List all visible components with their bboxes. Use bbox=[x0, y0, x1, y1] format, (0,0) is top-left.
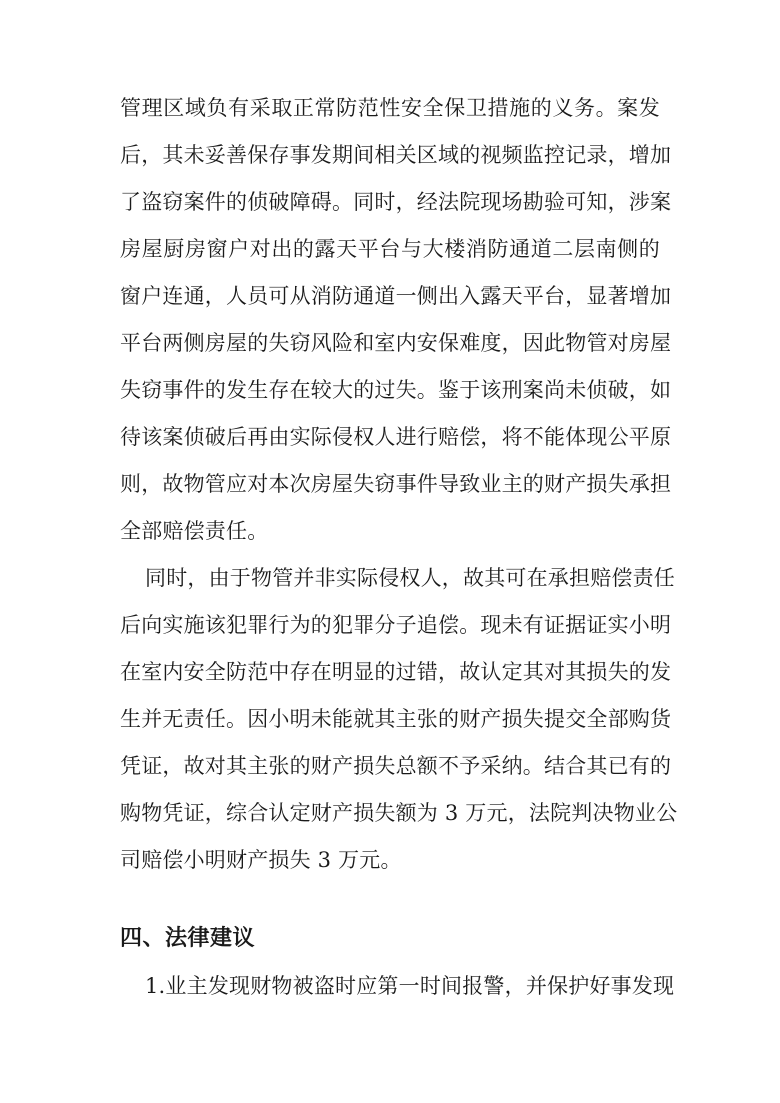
text-line: 后向实施该犯罪行为的犯罪分子追偿。现未有证据证实小明 bbox=[120, 613, 672, 637]
text-line: 房屋厨房窗户对出的露天平台与大楼消防通道二层南侧的 bbox=[120, 237, 660, 261]
text-line: 生并无责任。因小明未能就其主张的财产损失提交全部购货 bbox=[120, 707, 672, 731]
text-line: 在室内安全防范中存在明显的过错，故认定其对其损失的发 bbox=[120, 660, 672, 684]
text-line: 则，故物管应对本次房屋失窃事件导致业主的财产损失承担 bbox=[120, 472, 672, 496]
text-line: 凭证，故对其主张的财产损失总额不予采纳。结合其已有的 bbox=[120, 754, 672, 778]
text-line: 1.业主发现财物被盗时应第一时间报警，并保护好事发现 bbox=[145, 974, 675, 998]
text-line: 平台两侧房屋的失窃风险和室内安保难度，因此物管对房屋 bbox=[120, 331, 672, 355]
text-line: 全部赔偿责任。 bbox=[120, 519, 269, 543]
text-line: 购物凭证，综合认定财产损失额为 3 万元，法院判决物业公 bbox=[120, 801, 678, 825]
text-line: 管理区域负有采取正常防范性安全保卫措施的义务。案发 bbox=[120, 96, 660, 120]
text-line: 失窃事件的发生存在较大的过失。鉴于该刑案尚未侦破，如 bbox=[120, 378, 672, 402]
text-line: 同时，由于物管并非实际侵权人，故其可在承担赔偿责任 bbox=[145, 566, 675, 590]
text-line: 后，其未妥善保存事发期间相关区域的视频监控记录，增加 bbox=[120, 143, 672, 167]
text-line: 司赔偿小明财产损失 3 万元。 bbox=[120, 848, 402, 872]
section-heading: 四、法律建议 bbox=[120, 925, 256, 951]
text-line: 窗户连通，人员可从消防通道一侧出入露天平台，显著增加 bbox=[120, 284, 672, 308]
text-line: 了盗窃案件的侦破障碍。同时，经法院现场勘验可知，涉案 bbox=[120, 190, 672, 214]
text-line: 待该案侦破后再由实际侵权人进行赔偿，将不能体现公平原 bbox=[120, 425, 672, 449]
